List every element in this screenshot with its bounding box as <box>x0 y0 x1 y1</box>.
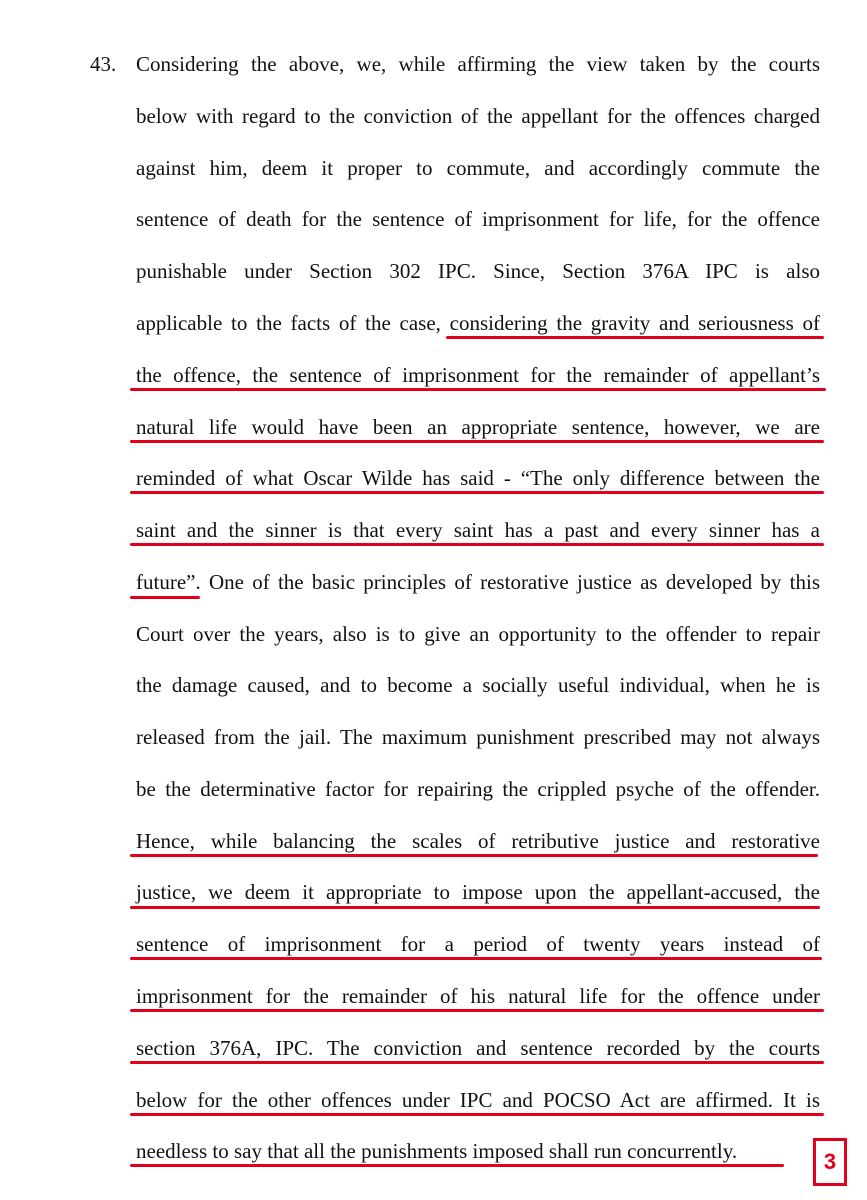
text-line: below with regard to the conviction of the appellant for the offences charged <box>136 104 820 128</box>
underline-mark <box>130 1164 784 1167</box>
underline-mark <box>446 336 824 339</box>
text-line: section 376A, IPC. The conviction and sentence recorded by the courts <box>136 1036 820 1060</box>
text-line: saint and the sinner is that every saint has a past and every sinner has a <box>136 518 820 542</box>
underline-mark <box>130 388 826 391</box>
text-line: below for the other offences under IPC and POCSO Act are affirmed. It is <box>136 1088 820 1112</box>
text-line: Hence, while balancing the scales of retributive justice and restorative <box>136 829 820 853</box>
underline-mark <box>130 906 820 909</box>
text-line: released from the jail. The maximum punishment prescribed may not always <box>136 725 820 749</box>
text-line: sentence of imprisonment for a period of twenty years instead of <box>136 932 820 956</box>
underline-mark <box>130 1061 824 1064</box>
text-line: justice, we deem it appropriate to impose upon the appellant-accused, the <box>136 880 820 904</box>
underline-mark <box>130 1009 824 1012</box>
text-line: future”. One of the basic principles of restorative justice as developed by this <box>136 570 820 594</box>
text-line: reminded of what Oscar Wilde has said - “The only difference between the <box>136 466 820 490</box>
underline-mark <box>130 596 200 599</box>
text-line: be the determinative factor for repairing the crippled psyche of the offender. <box>136 777 820 801</box>
page-number-badge: 3 <box>813 1138 847 1186</box>
underline-mark <box>130 543 824 546</box>
text-line: Considering the above, we, while affirming the view taken by the courts <box>136 52 820 76</box>
underline-mark <box>130 440 824 443</box>
text-line: needless to say that all the punishments imposed shall run concurrently. <box>136 1139 738 1163</box>
text-line: imprisonment for the remainder of his natural life for the offence under <box>136 984 820 1008</box>
text-line: punishable under Section 302 IPC. Since, Section 376A IPC is also <box>136 259 820 283</box>
underline-mark <box>130 957 822 960</box>
text-line: natural life would have been an appropriate sentence, however, we are <box>136 415 820 439</box>
text-line: the damage caused, and to become a socially useful individual, when he is <box>136 673 820 697</box>
underline-mark <box>130 854 818 857</box>
text-line: applicable to the facts of the case, considering the gravity and seriousness of <box>136 311 820 335</box>
underline-mark <box>130 491 824 494</box>
text-line: against him, deem it proper to commute, and accordingly commute the <box>136 156 820 180</box>
text-line: the offence, the sentence of imprisonment for the remainder of appellant’s <box>136 363 820 387</box>
paragraph-number: 43. <box>90 52 117 76</box>
text-line: sentence of death for the sentence of imprisonment for life, for the offence <box>136 207 820 231</box>
text-line: Court over the years, also is to give an opportunity to the offender to repair <box>136 622 820 646</box>
underline-mark <box>130 1113 824 1116</box>
